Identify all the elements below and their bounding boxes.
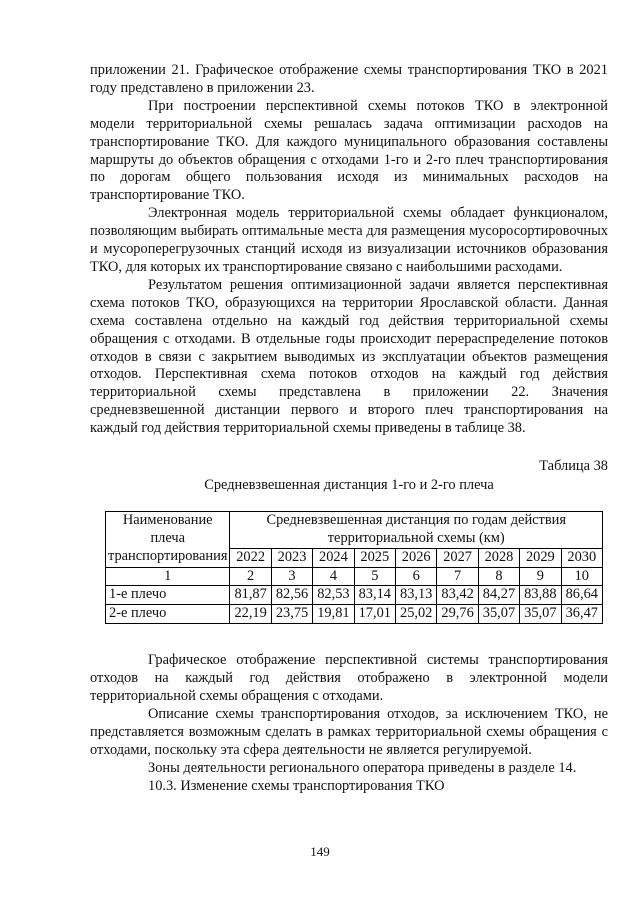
year-header: 2027 xyxy=(437,548,478,567)
row-header-title: Наименование плеча транспортирования xyxy=(106,511,230,567)
table-cell: 84,27 xyxy=(478,586,519,605)
column-number: 9 xyxy=(520,567,561,586)
paragraph: Результатом решения оптимизационной задачи является перспективная схема потоков ТКО, образующихся на территории Ярославской области. Данная схема составлена отдельно на каждый год действия территориальной схемы обращения с отходами. В отдельные годы происходит перераспределение потоков отходов в связи с закрытием выводимых из эксплуатации объектов размещения отходов. Перспективная схема потоков отходов на каждый год действия территориальной схемы представлена в приложении 22. Значения средневзвешенной дистанции первого и второго плеч транспортирования на каждый год действия территориальной схемы приведены в таблице 38. xyxy=(90,276,608,437)
paragraph: Зоны деятельности регионального оператора приведены в разделе 14. xyxy=(148,759,577,776)
column-number: 4 xyxy=(313,567,354,586)
distance-table xyxy=(105,511,603,624)
table-row xyxy=(106,605,603,624)
group-header: Средневзвешенная дистанция по годам действия территориальной схемы (км) xyxy=(230,511,603,548)
year-header: 2024 xyxy=(313,548,354,567)
year-header: 2026 xyxy=(396,548,437,567)
document-page xyxy=(90,62,608,796)
column-number: 3 xyxy=(271,567,312,586)
table-cell: 83,88 xyxy=(520,586,561,605)
table-cell: 35,07 xyxy=(478,605,519,624)
table-cell: 81,87 xyxy=(230,586,271,605)
row-name: 2-е плечо xyxy=(106,605,230,624)
numbering-row xyxy=(106,567,603,586)
table-caption: Средневзвешенная дистанция 1-го и 2-го плеча xyxy=(204,476,494,493)
year-header: 2022 xyxy=(230,548,271,567)
table-cell: 35,07 xyxy=(520,605,561,624)
table-cell: 23,75 xyxy=(271,605,312,624)
column-number: 2 xyxy=(230,567,271,586)
table-cell: 83,14 xyxy=(354,586,395,605)
table-cell: 19,81 xyxy=(313,605,354,624)
table-cell: 36,47 xyxy=(561,605,602,624)
table-cell: 29,76 xyxy=(437,605,478,624)
top-text xyxy=(90,62,608,438)
table-cell: 86,64 xyxy=(561,586,602,605)
table-cell: 82,56 xyxy=(271,586,312,605)
page-number: 149 xyxy=(310,844,330,859)
column-number: 8 xyxy=(478,567,519,586)
paragraph: При построении перспективной схемы потоков ТКО в электронной модели территориальной схемы решалась задача оптимизации расходов на транспортирование ТКО. Для каждого муниципального образования составлены маршруты до объектов обращения с отходами 1-го и 2-го плеч транспортирования по дорогам общего пользования исходя из минимальных расходов на транспортирование ТКО. xyxy=(90,97,608,204)
table-cell: 25,02 xyxy=(396,605,437,624)
table-cell: 17,01 xyxy=(354,605,395,624)
column-number: 7 xyxy=(437,567,478,586)
paragraph: Описание схемы транспортирования отходов, за исключением ТКО, не представляется возможным сделать в рамках территориальной схемы обращения с отходами, поскольку эта сфера деятельности не является регулируемой. xyxy=(90,706,608,758)
year-header: 2030 xyxy=(561,548,602,567)
table-cell: 83,42 xyxy=(437,586,478,605)
column-number: 1 xyxy=(106,567,230,586)
paragraph: Графическое отображение перспективной системы транспортирования отходов на каждый год действия отображено в электронной модели территориальной схемы обращения с отходами. xyxy=(90,652,608,705)
bottom-text xyxy=(90,652,608,795)
column-number: 5 xyxy=(354,567,395,586)
column-number: 10 xyxy=(561,567,602,586)
table-header-row xyxy=(106,511,603,548)
column-number: 6 xyxy=(396,567,437,586)
year-header: 2025 xyxy=(354,548,395,567)
table-cell: 83,13 xyxy=(396,586,437,605)
section-heading: 10.3. Изменение схемы транспортирования ТКО xyxy=(148,777,445,794)
row-name: 1-е плечо xyxy=(106,586,230,605)
paragraph: Электронная модель территориальной схемы обладает функционалом, позволяющим выбирать оптимальные места для размещения мусоросортировочных и мусороперегрузочных станций исходя из визуализации источников образования ТКО, для которых их транспортирование связано с наибольшими расходами. xyxy=(90,205,608,275)
paragraph: приложении 21. Графическое отображение схемы транспортирования ТКО в 2021 году представлено в приложении 23. xyxy=(90,62,608,96)
table-label: Таблица 38 xyxy=(539,458,608,475)
year-header: 2023 xyxy=(271,548,312,567)
year-header: 2028 xyxy=(478,548,519,567)
year-header: 2029 xyxy=(520,548,561,567)
table-cell: 22,19 xyxy=(230,605,271,624)
table-cell: 82,53 xyxy=(313,586,354,605)
table-row xyxy=(106,586,603,605)
data-rows xyxy=(106,586,603,624)
